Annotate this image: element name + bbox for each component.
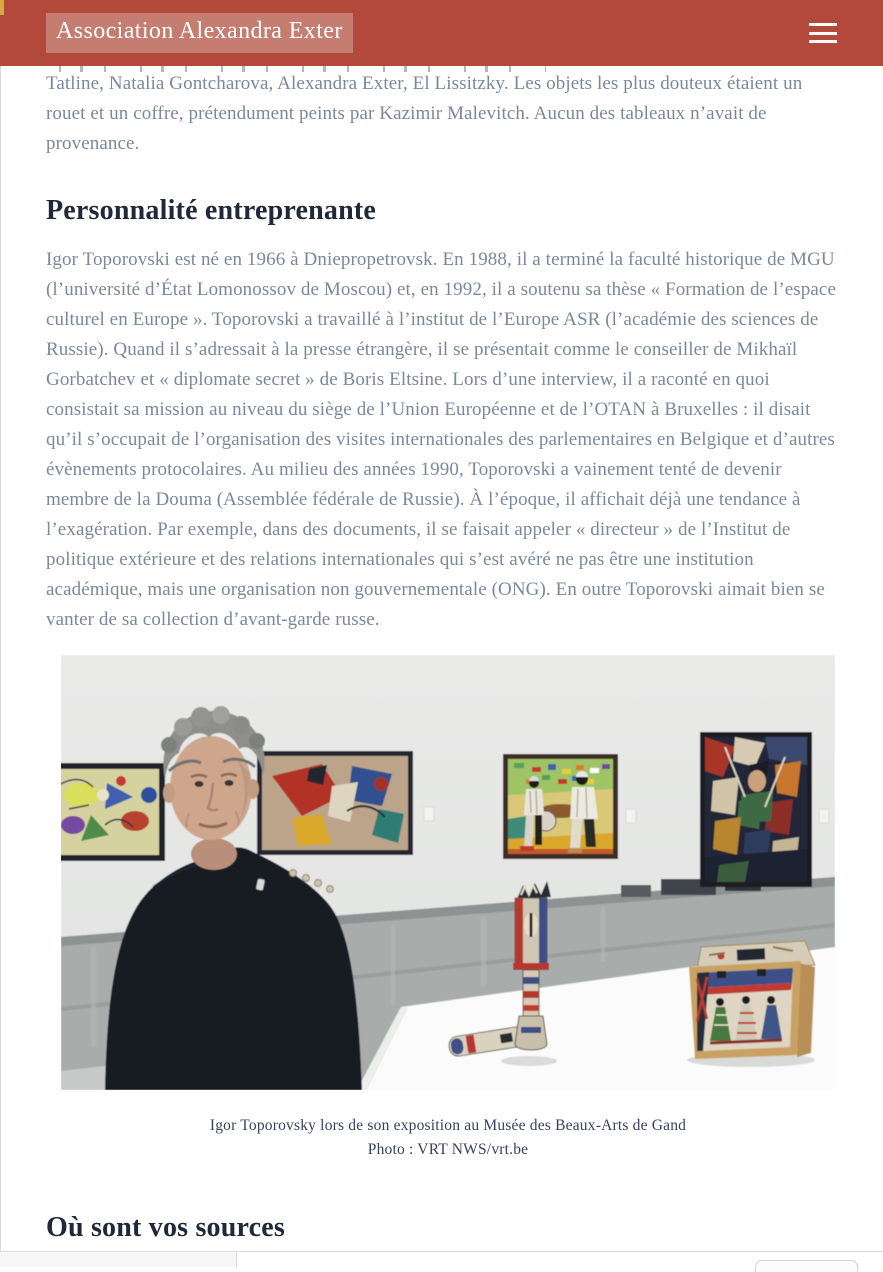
bottom-embed-button[interactable] — [755, 1260, 858, 1272]
painting-peasants — [503, 754, 618, 859]
painting-cubist-right — [700, 732, 812, 887]
intro-paragraph: Tatline, Natalia Gontcharova, Alexandra Exter, El Lissitzky. Les objets les plus douteux étaient un rouet et un coffre, prétendument peints par Kazimir Malevitch. Aucun des tableaux n’avait de provenance. — [46, 73, 803, 154]
site-title[interactable]: Association Alexandra Exter — [46, 13, 353, 53]
hamburger-icon — [809, 32, 837, 35]
photo-caption — [61, 1114, 835, 1162]
painted-chest — [687, 941, 815, 1067]
section-heading-personnalite: Personnalité entreprenante — [46, 195, 377, 226]
wall-label — [626, 809, 636, 823]
photo-caption-line1: Igor Toporovsky lors de son exposition au Musée des Beaux-Arts de Gand — [209, 1117, 687, 1134]
exhibition-photo — [61, 655, 835, 1090]
wall-label — [424, 807, 434, 821]
hamburger-icon — [809, 40, 837, 43]
section-heading-sources: Où sont vos sources — [46, 1212, 285, 1243]
bottom-embed-partial — [0, 1251, 883, 1267]
painting-cubist-center — [257, 751, 413, 855]
bottom-embed-left-cell — [0, 1253, 237, 1267]
menu-button[interactable] — [809, 23, 837, 43]
site-header — [0, 0, 883, 66]
hamburger-icon — [809, 23, 837, 26]
wall-label — [819, 809, 829, 823]
biography-paragraph: Igor Toporovski est né en 1966 à Dniepropetrovsk. En 1988, il a terminé la faculté historique de MGU (l’université d’État Lomonossov de Moscou) et, en 1992, il a soutenu sa thèse « Formation de l’espace culturel en Europe ». Toporovski a travaillé à l’institut de l’Europe ASR (l’académie des sciences de Russie). Quand il s’adressait à la presse étrangère, il se présentait comme le conseiller de Mikhaïl Gorbatchev et « diplomate secret » de Boris Eltsine. Lors d’une interview, il a raconté en quoi consistait sa mission au niveau du siège de l’Union Européenne et de l’OTAN à Bruxelles : il disait qu’il s’occupait de l’organisation des visites internationales des parlementaires en Belgique et d’autres évènements protocolaires. Au milieu des années 1990, Toporovski a vainement tenté de devenir membre de la Douma (Assemblée fédérale de Russie). À l’époque, il affichait déjà une tendance à l’exagération. Par exemple, dans des documents, il se faisait appeler « directeur » de l’Institut de politique extérieure et des relations internationales qui s’est avéré ne pas être une institution académique, mais une organisation non gouvernementale (ONG). En outre Toporovski aimait bien se vanter de sa collection d’avant-garde russe. — [46, 249, 836, 630]
chest-figure-women — [710, 996, 782, 1043]
photo-caption-line2: Photo : VRT NWS/vrt.be — [367, 1141, 529, 1158]
scroll-corner-sliver — [0, 0, 4, 15]
exhibition-figure — [61, 655, 835, 1162]
painting-abstract-left — [61, 763, 165, 861]
